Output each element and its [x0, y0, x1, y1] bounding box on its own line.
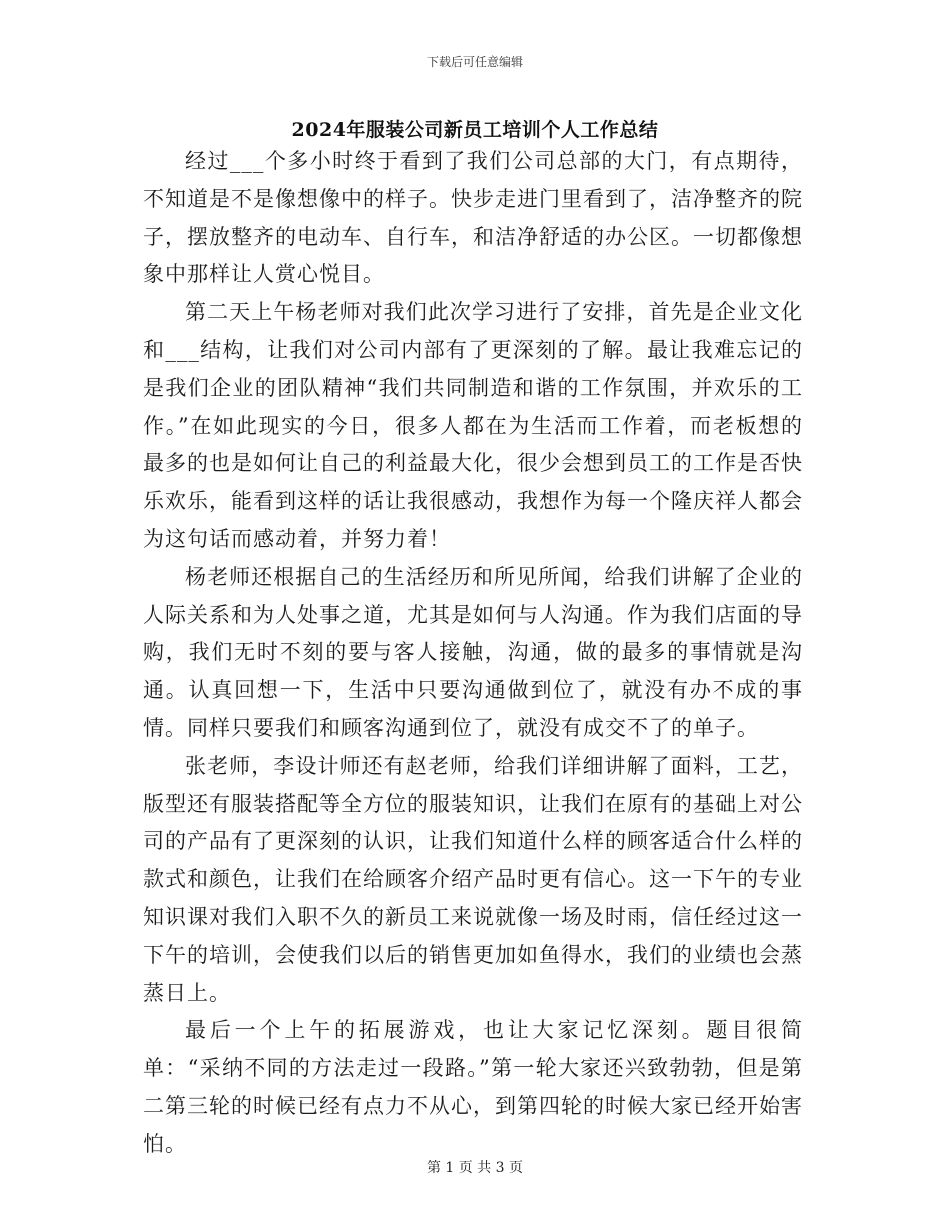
paragraph-arrival: 经过___个多小时终于看到了我们公司总部的大门，有点期待，不知道是不是像想像中的样子。快步走进门里看到了，洁净整齐的院子，摆放整齐的电动车、自行车，和洁净舒适的办公区。一切都像想象中那样让人赏心悦目。 [143, 149, 803, 287]
paragraph-outdoor-game: 最后一个上午的拓展游戏，也让大家记忆深刻。题目很简单：“采纳不同的方法走过一段路。”第一轮大家还兴致勃勃，但是第二第三轮的时候已经有点力不从心，到第四轮的时候大家已经开始害怕。 [143, 1018, 803, 1156]
document-title: 2024年服装公司新员工培训个人工作总结 [291, 119, 659, 141]
page-header-note: 下载后可任意编辑 [426, 55, 523, 69]
page-number: 第 1 页 共 3 页 [426, 1160, 524, 1176]
paragraph-company-culture: 第二天上午杨老师对我们此次学习进行了安排，首先是企业文化和___结构，让我们对公司内部有了更深刻的了解。最让我难忘记的是我们企业的团队精神“我们共同制造和谐的工作氛围，并欢乐的工作。”在如此现实的今日，很多人都在为生活而工作着，而老板想的最多的也是如何让自己的利益最大化，很少会想到员工的工作是否快乐欢乐，能看到这样的话让我很感动，我想作为每一个隆庆祥人都会为这句话而感动着，并努力着！ [143, 300, 803, 551]
paragraph-product-knowledge: 张老师，李设计师还有赵老师，给我们详细讲解了面料，工艺，版型还有服装搭配等全方位的服装知识，让我们在原有的基础上对公司的产品有了更深刻的认识，让我们知道什么样的顾客适合什么样的款式和颜色，让我们在给顾客介绍产品时更有信心。这一下午的专业知识课对我们入职不久的新员工来说就像一场及时雨，信任经过这一下午的培训，会使我们以后的销售更加如鱼得水，我们的业绩也会蒸蒸日上。 [143, 753, 803, 1005]
paragraph-communication: 杨老师还根据自己的生活经历和所见所闻，给我们讲解了企业的人际关系和为人处事之道，尤其是如何与人沟通。作为我们店面的导购，我们无时不刻的要与客人接触，沟通，做的最多的事情就是沟通。认真回想一下，生活中只要沟通做到位了，就没有办不成的事情。同样只要我们和顾客沟通到位了，就没有成交不了的单子。 [143, 564, 803, 740]
document-body [143, 143, 803, 1164]
